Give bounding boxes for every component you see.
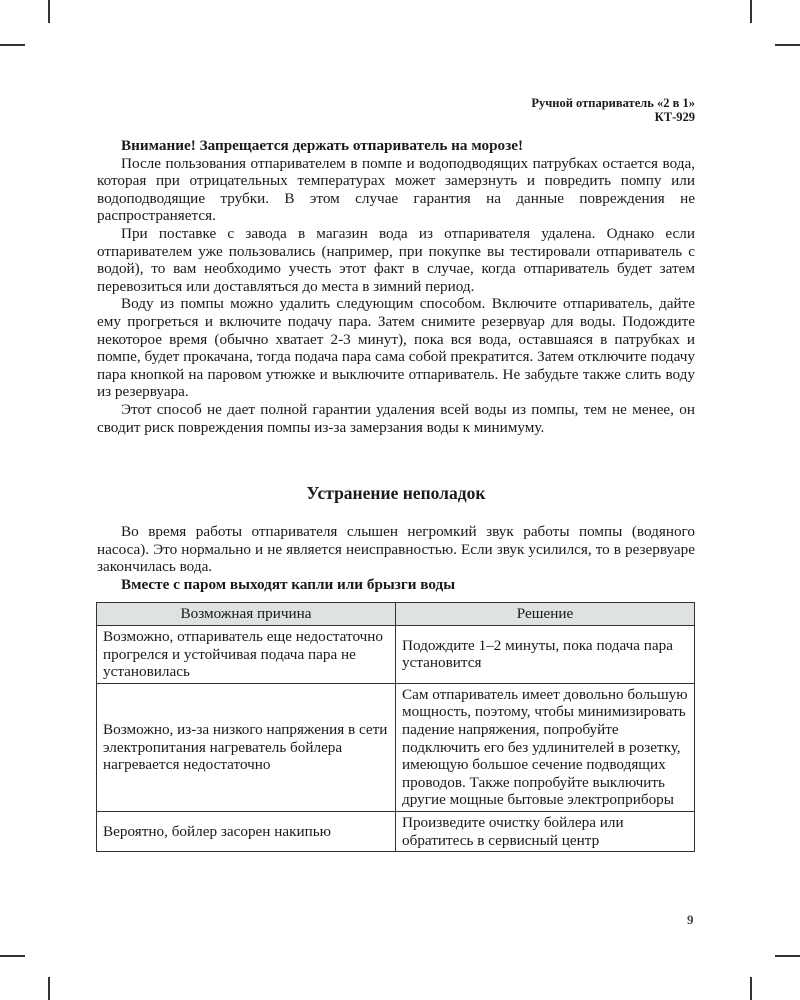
solution-cell: Произведите очистку бойлера или обратитесь в сервисный центр <box>396 811 695 851</box>
page-content <box>97 137 695 593</box>
solution-cell: Сам отпариватель имеет довольно большую мощность, поэтому, чтобы минимизировать падение напряжения, попробуйте подключить его без удлинителей в розетку, имеющую большое сечение подводящих проводов. Также попробуйте выключить другие мощные бытовые электроприборы <box>396 683 695 811</box>
section-title-troubleshooting: Устранение неполадок <box>306 483 486 504</box>
crop-mark-tl-v <box>48 0 50 23</box>
solution-cell: Подождите 1–2 минуты, пока подача пара установится <box>396 626 695 684</box>
table-row <box>97 683 695 811</box>
model-number: КТ-929 <box>654 110 695 124</box>
warning-paragraph-2: При поставке с завода в магазин вода из отпаривателя удалена. Однако если отпаривателем уже пользовались (например, при покупке вы тестировали отпариватель с водой), то вам необходимо учесть этот факт в случае, когда отпариватель будет затем перевозиться или доставляться до места в зимний период. <box>97 224 695 295</box>
crop-mark-bl-h <box>0 955 25 957</box>
column-header-cause: Возможная причина <box>97 603 396 626</box>
table-row <box>97 626 695 684</box>
page-number: 9 <box>687 912 694 927</box>
troubleshooting-intro: Во время работы отпаривателя слышен негромкий звук работы помпы (водяного насоса). Это нормально и не является неисправностью. Если звук усилился, то в резервуаре закончилась вода. <box>97 523 695 576</box>
crop-mark-tr-v <box>750 0 752 23</box>
crop-mark-br-h <box>775 955 800 957</box>
troubleshooting-subhead: Вместе с паром выходят капли или брызги воды <box>121 575 456 593</box>
warning-paragraph-1: После пользования отпаривателем в помпе и водоподводящих патрубках остается вода, которая при отрицательных температурах может замерзнуть и повредить помпу или водоподводящие трубки. В этом случае гарантия на данные повреждения не распространяется. <box>97 154 695 225</box>
crop-mark-tr-h <box>775 44 800 46</box>
crop-mark-br-v <box>750 977 752 1000</box>
warning-paragraph-3: Воду из помпы можно удалить следующим способом. Включите отпариватель, дайте ему прогреться и включите подачу пара. Затем снимите резервуар для воды. Подождите некоторое время (обычно хватает 2-3 минут), пока вся вода, оставшаяся в патрубках и помпе, будет прокачана, тогда подача пара сама собой прекратится. Затем отключите подачу пара кнопкой на паровом утюжке и выключите отпариватель. Не забудьте также слить воду из резервуара. <box>97 295 695 401</box>
warning-paragraph-4: Этот способ не дает полной гарантии удаления всей воды из помпы, тем не менее, он сводит риск повреждения помпы из-за замерзания воды к минимуму. <box>97 400 695 436</box>
column-header-solution: Решение <box>396 603 695 626</box>
product-name: Ручной отпариватель «2 в 1» <box>531 96 695 110</box>
table-header-row <box>97 603 695 626</box>
cause-cell: Вероятно, бойлер засорен накипью <box>97 811 396 851</box>
crop-mark-tl-h <box>0 44 25 46</box>
crop-mark-bl-v <box>48 977 50 1000</box>
warning-title: Внимание! Запрещается держать отпариватель на морозе! <box>121 137 524 154</box>
running-header <box>531 96 695 124</box>
cause-cell: Возможно, из-за низкого напряжения в сети электропитания нагреватель бойлера нагревается недостаточно <box>97 683 396 811</box>
cause-cell: Возможно, отпариватель еще недостаточно прогрелся и устойчивая подача пара не установилась <box>97 626 396 684</box>
table-row <box>97 811 695 851</box>
troubleshooting-table <box>96 602 695 852</box>
